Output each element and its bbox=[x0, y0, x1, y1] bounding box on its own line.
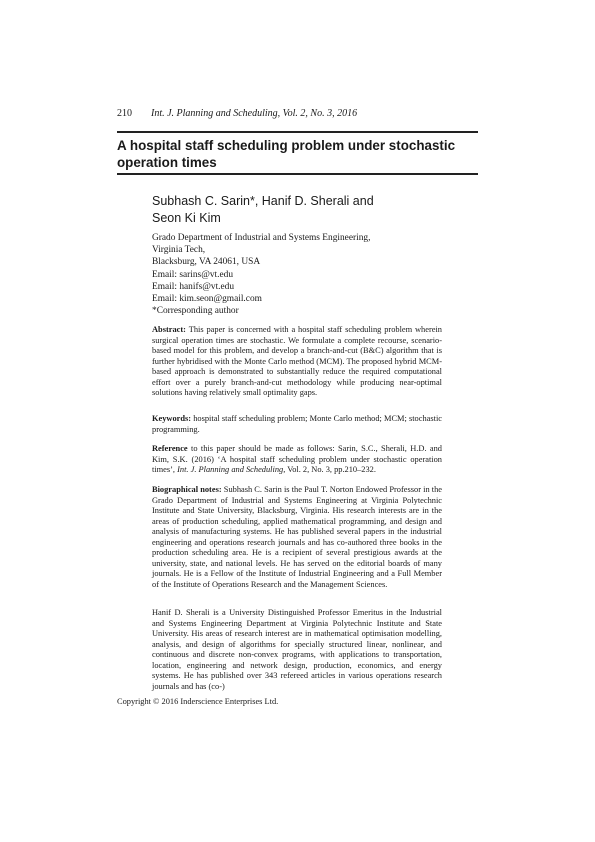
author-list bbox=[152, 193, 452, 227]
affiliation-department: Grado Department of Industrial and Systems Engineering, bbox=[152, 233, 371, 243]
affiliation-email-2[interactable]: Email: hanifs@vt.edu bbox=[152, 281, 235, 292]
affiliation-block bbox=[152, 232, 452, 317]
authors-line-2: Seon Ki Kim bbox=[152, 211, 221, 225]
keywords-label: Keywords: bbox=[152, 414, 192, 423]
affiliation-email-3[interactable]: Email: kim.seon@gmail.com bbox=[152, 294, 262, 305]
reference-volume: , Vol. 2, No. 3, pp.210–232. bbox=[283, 465, 376, 475]
abstract-label: Abstract: bbox=[152, 325, 186, 334]
bio-label: Biographical notes: bbox=[152, 485, 222, 494]
abstract bbox=[152, 325, 442, 399]
reference-journal: Int. J. Planning and Scheduling bbox=[177, 465, 284, 475]
page-number: 210 bbox=[117, 108, 132, 119]
keywords-text: hospital staff scheduling problem; Monte Carlo method; MCM; stochastic programming. bbox=[152, 414, 442, 434]
reference-note bbox=[152, 444, 442, 476]
affiliation-email-1[interactable]: Email: sarins@vt.edu bbox=[152, 269, 234, 280]
corresponding-author-note: *Corresponding author bbox=[152, 306, 239, 317]
title-bottom-rule bbox=[117, 173, 478, 175]
biographical-notes bbox=[152, 485, 442, 590]
running-head bbox=[117, 108, 477, 119]
journal-citation: Int. J. Planning and Scheduling, Vol. 2, No. 3, 2016 bbox=[151, 108, 358, 119]
bio-sarin: Subhash C. Sarin is the Paul T. Norton Endowed Professor in the Grado Department of Industrial and Systems Engineering at Virginia Polytechnic Institute and State University, Blacksburg, Virginia. His research interests are in the areas of production scheduling, applied mathematical programming, and design and analysis of manufacturing systems. He has published several papers in the industrial engineering and operations research journals and has co-authored three books in the production scheduling area. He is a recipient of several prestigious awards at the university, state, and national levels. He has served on the editorial boards of many journals. He is a Fellow of the Institute of Industrial Engineering and a Full Member of the Institute of Operations Research and the Management Sciences. bbox=[152, 485, 443, 589]
article-title: A hospital staff scheduling problem under stochastic operation times bbox=[117, 138, 456, 170]
title-top-rule bbox=[117, 131, 478, 133]
bio-sherali: Hanif D. Sherali is a University Distinguished Professor Emeritus in the Industrial and Systems Engineering Department at Virginia Polytechnic Institute and State University. His areas of research interest are in mathematical optimisation modelling, analysis, and design of algorithms for specially structured linear, nonlinear, and continuous and discrete non-convex programs, with applications to transportation, location, engineering and network design, production, economics, and energy systems. He has published over 343 refereed articles in various operations research journals and has (co-) bbox=[152, 608, 442, 691]
reference-label: Reference bbox=[152, 444, 188, 453]
affiliation-address: Blacksburg, VA 24061, USA bbox=[152, 257, 261, 268]
authors-line-1: Subhash C. Sarin*, Hanif D. Sherali and bbox=[152, 194, 374, 208]
affiliation-institution: Virginia Tech, bbox=[152, 245, 206, 256]
copyright-footer: Copyright © 2016 Inderscience Enterprises Ltd. bbox=[117, 697, 279, 706]
abstract-text: This paper is concerned with a hospital staff scheduling problem wherein surgical operation times are stochastic. We formulate a complete recourse, scenario-based model for this problem, and develop a branch-and-cut (B&C) algorithm that is further hybridised with the Monte Carlo method (MCM). The proposed hybrid MCM-based approach is demonstrated to substantially reduce the required computational effort over a purely branch-and-cut methodology while producing near-optimal solutions having relatively small optimality gaps. bbox=[152, 325, 442, 398]
keywords bbox=[152, 414, 442, 435]
reference-text: to this paper should be made as follows: Sarin, S.C., Sherali, H.D. and Kim, S.K. (2016) ‘A hospital staff scheduling problem under stochastic operation times’, bbox=[152, 444, 442, 475]
